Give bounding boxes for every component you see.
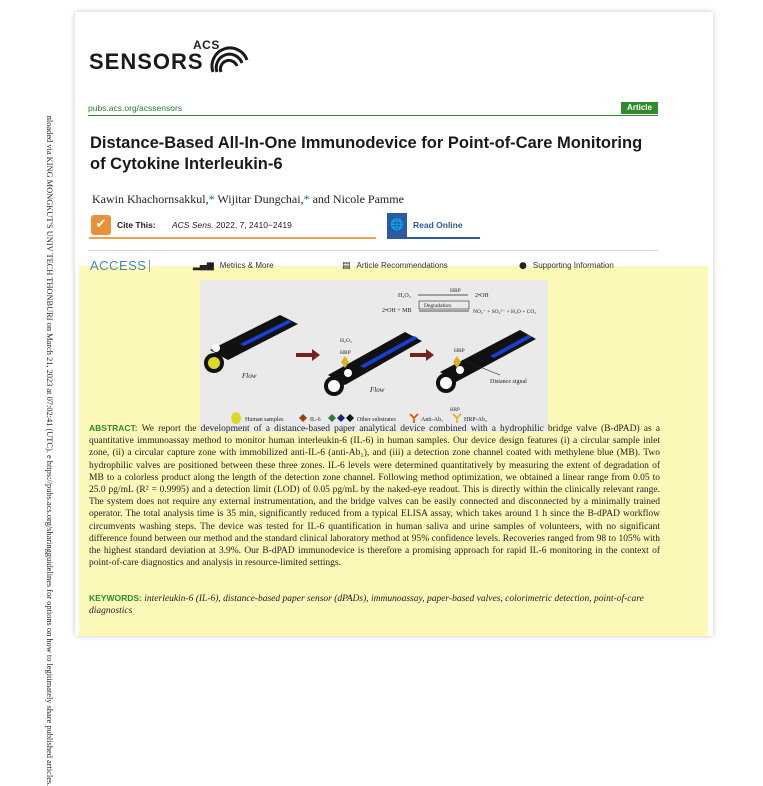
legend-other-substrates: Other substrates (357, 417, 396, 423)
author-name[interactable]: and Nicole Pamme (309, 192, 404, 206)
legend-hrp-ab2: HRP-Ab₂ (464, 417, 488, 423)
corresponding-author-mark[interactable]: * (208, 192, 215, 206)
metrics-label: Metrics & More (219, 261, 274, 270)
abstract-text: We report the development of a distance-based paper analytical device combined with a hydrophilic bridge valve (B-dPAD) as a quantitative immunoassay method to monitor human interleukin-6 (IL-6) in human samples. Our device design features (i) a circular sample inlet zone, (ii) a circular capture zone with immobilized anti-IL-6 (anti-Ab₁), and (iii) a detection zone channel coated with methylene blue (MB). Two hydrophilic valves are positioned between these three zones. IL-6 levels were determined quantitatively by measuring the extent of degradation of MB to a colorless product along the length of the detection zone channel. Following method optimization, we obtained a linear range from 0.05 to 25.0 pg/mL (R² = 0.9995) and a detection limit (LOD) of 0.05 pg/mL by the naked-eye readout. This is directly within the clinically relevant range. The system does not require any external instrumentation, and the bridge valves can be easily connected and disconnected by a minimally trained operator. The total analysis time is 35 min, significantly reduced from a typical ELISA assay, which takes around 1 h since the B-dPAD workflow circumvents washing steps. The device was tested for IL-6 quantification in human saliva and urine samples of volunteers, with no significant difference found between our method and the standard clinical laboratory method at 95% confidence levels. Recoveries ranged from 98 to 105% with the highest standard deviation at 3.9%. Our B-dPAD immunodevice is therefore a promising approach for rapid IL-6 monitoring in the context of point-of-care diagnostics and analysis in resource-limited settings. (89, 424, 660, 569)
download-notice-text: nloaded via KING MONGKUT'S UNIV TECH THONBURI on March 21, 2023 at 07:02:41 (UTC). e https://pubs.acs.org/sharingguidelines for options on how to legitimately share published articles. (45, 115, 54, 786)
checkmark-icon: ✔ (91, 215, 111, 235)
abstract-label: ABSTRACT: (89, 423, 138, 433)
legend-il6: IL-6 (310, 417, 321, 423)
access-label: ACCESS (90, 258, 147, 273)
metrics-link[interactable] (193, 261, 274, 271)
device-step-1 (204, 315, 298, 373)
article-type-badge: Article (621, 102, 658, 114)
recommendations-link[interactable] (342, 261, 448, 271)
hrp-label-mid: HRP (340, 350, 351, 356)
corresponding-author-mark[interactable]: * (303, 192, 310, 206)
supporting-info-link[interactable] (519, 261, 614, 271)
equation-h2o2: H₂O₂ (398, 293, 411, 299)
recommendations-label: Article Recommendations (356, 261, 448, 270)
access-divider (149, 260, 150, 272)
cite-this-box[interactable] (89, 213, 376, 239)
logo-sensors-text: SENSORS (89, 49, 204, 74)
bar-chart-icon: ▂▄▆ (193, 261, 214, 271)
author-name[interactable]: Kawin Khachornsakkul, (92, 192, 209, 206)
journal-logo[interactable] (89, 32, 249, 78)
citation-reference[interactable] (172, 220, 292, 230)
flow-label-2: Flow (370, 386, 385, 394)
hrp-label-right: HRP (454, 348, 465, 354)
abstract-paragraph (89, 422, 660, 569)
read-online-label: Read Online (413, 220, 463, 230)
citation-journal: ACS Sens. (172, 220, 214, 230)
header-divider (88, 115, 658, 116)
supporting-info-label: Supporting Information (532, 261, 614, 270)
equation-product: 2•OH (475, 293, 489, 299)
flow-label-1: Flow (242, 372, 257, 380)
il6-icon (299, 414, 307, 422)
immunodevice-schematic (200, 280, 548, 432)
equation-reactants: 2•OH + MB (382, 308, 412, 314)
keywords-paragraph (89, 592, 660, 617)
document-list-icon: ▤ (342, 261, 351, 271)
legend-hrp-top: HRP (450, 408, 460, 413)
globe-icon: 🌐 (387, 213, 407, 237)
journal-url-link[interactable]: pubs.acs.org/acssensors (88, 103, 183, 113)
h2o2-label: H₂O₂ (340, 338, 352, 344)
equation-products: NO₃⁻ + SO₄²⁻ + H₂O + CO₂ (473, 309, 537, 315)
author-list (92, 192, 404, 207)
keywords-text: interleukin-6 (IL-6), distance-based paper sensor (dPADs), immunoassay, paper-based valves, colorimetric detection, point-of-care diagnostics (89, 594, 644, 616)
citation-details: 2022, 7, 2410−2419 (213, 220, 292, 230)
download-notice-sidebar (34, 115, 64, 786)
access-bar (88, 250, 658, 275)
cite-label: Cite This: (117, 220, 156, 230)
legend-human-samples: Human samples (245, 417, 284, 423)
read-online-button[interactable] (387, 213, 480, 239)
process-arrow-1 (296, 349, 320, 361)
keywords-label: KEYWORDS: (89, 593, 142, 603)
equation-degradation: Degradation (424, 303, 452, 309)
author-name[interactable]: Wijitar Dungchai, (214, 192, 304, 206)
other-substrate-icon (328, 414, 336, 422)
process-arrow-2 (410, 349, 434, 361)
equation-hrp: HRP (450, 288, 461, 294)
other-substrate-icon (346, 414, 354, 422)
other-substrate-icon (337, 414, 345, 422)
toc-graphic (200, 280, 548, 432)
attachment-icon: ● (519, 261, 527, 271)
article-page (75, 12, 713, 636)
legend-anti-ab1: Anti-Ab₁ (421, 417, 444, 423)
logo-acs-text: ACS (193, 38, 220, 52)
distance-signal-label: Distance signal (490, 379, 527, 385)
article-title: Distance-Based All-In-One Immunodevice for Point-of-Care Monitoring of Cytokine Interleukin-6 (90, 134, 643, 173)
